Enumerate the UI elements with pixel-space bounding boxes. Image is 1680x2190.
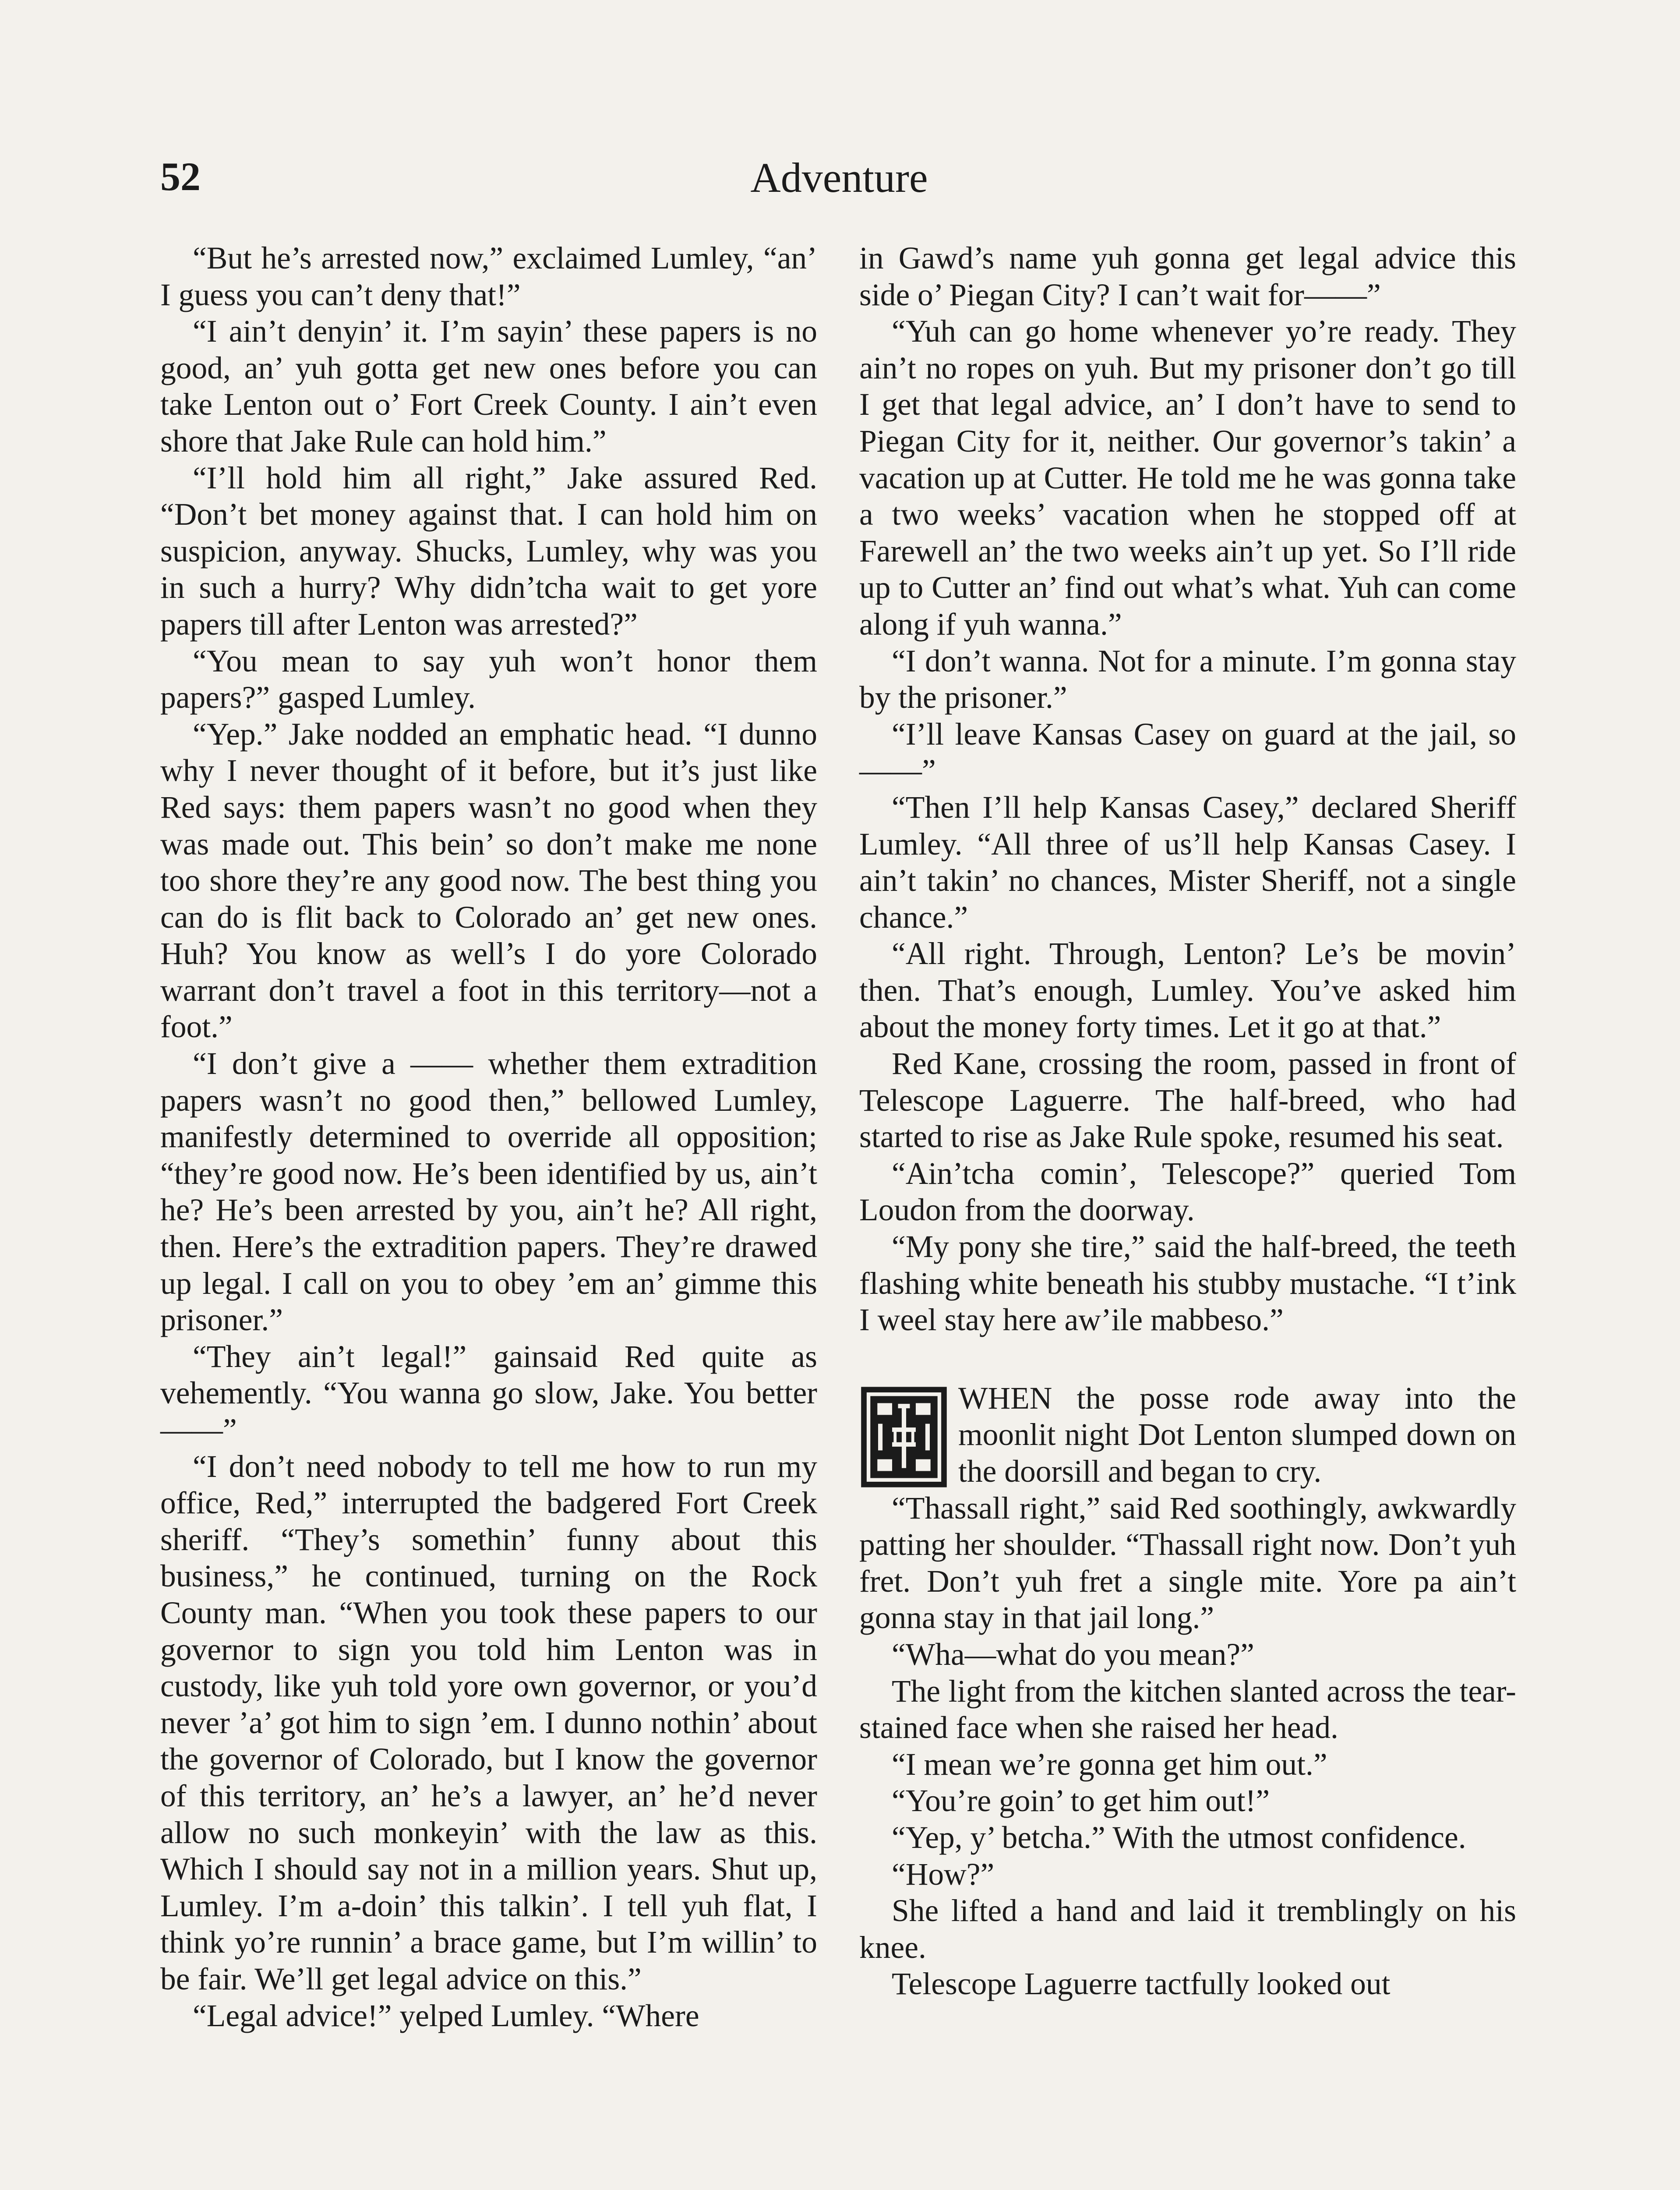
left-column [160, 240, 817, 2034]
paragraph: “I don’t wanna. Not for a minute. I’m gonna stay by the prisoner.” [859, 643, 1516, 715]
paragraph: Telescope Laguerre tactfully looked out [892, 1967, 1391, 2002]
paragraph: “I don’t give a —— whether them extradition papers wasn’t no good then,” bellowed Lumley, manifestly determined to override all opposition; “they’re good now. He’s been identified by us, ain’t he? He’s been arrested by you, ain’t he? All right, then. Here’s the extradition papers. They’re drawed up legal. I call on you to obey ’em an’ gimme this prisoner.” [160, 1046, 817, 1338]
paragraph: “Legal advice!” yelped Lumley. “Where [193, 1998, 699, 2033]
continued-paragraph: in Gawd’s name yuh gonna get legal advice this side o’ Piegan City? I can’t wait for——” [859, 241, 1516, 312]
paragraph: “You’re goin’ to get him out!” [892, 1784, 1270, 1819]
right-column [859, 240, 1516, 2003]
paragraph: “Yuh can go home whenever yo’re ready. They ain’t no ropes on yuh. But my prisoner don’t go till I get that legal advice, an’ I don’t have to send to Piegan City for it, neither. Our governor’s takin’ a vacation up at Cutter. He told me he was gonna take a two weeks’ vacation when he stopped off at Farewell an’ the two weeks ain’t up yet. So I’ll ride up to Cutter an’ find out what’s what. Yuh can come along if yuh wanna.” [859, 314, 1516, 642]
paragraph: The light from the kitchen slanted across the tear-stained face when she raised her head. [859, 1674, 1516, 1745]
paragraph: “Yep.” Jake nodded an emphatic head. “I dunno why I never thought of it before, but it’s just like Red says: them papers wasn’t no good when they was made out. This bein’ so don’t make me none too shore they’re any good now. The best thing you can do is flit back to Colorado an’ get new ones. Huh? You know as well’s I do yore Colorado warrant don’t travel a foot in this territory—not a foot.” [160, 717, 817, 1045]
paragraph: “My pony she tire,” said the half-breed, the teeth flashing white beneath his stubby mustache. “I t’ink I weel stay here aw’ile mabbeso.” [859, 1229, 1516, 1338]
paragraph: “I mean we’re gonna get him out.” [892, 1747, 1327, 1782]
paragraph: “I’ll hold him all right,” Jake assured Red. “Don’t bet money against that. I can hold him on suspicion, anyway. Shucks, Lumley, why was you in such a hurry? Why didn’tcha wait to get yore papers till after Lenton was arrested?” [160, 460, 817, 642]
paragraph: “All right. Through, Lenton? Le’s be movin’ then. That’s enough, Lumley. You’ve asked him about the money forty times. Let it go at that.” [859, 936, 1516, 1045]
paragraph: “They ain’t legal!” gainsaid Red quite as vehemently. “You wanna go slow, Jake. You better——” [160, 1339, 817, 1447]
section-break [859, 1339, 1516, 1380]
paragraph: “Ain’tcha comin’, Telescope?” queried Tom Loudon from the doorway. [859, 1156, 1516, 1228]
page-header [160, 145, 1518, 206]
paragraph: “You mean to say yuh won’t honor them papers?” gasped Lumley. [160, 643, 817, 715]
section-opening-paragraph [859, 1380, 1516, 1490]
paragraph: Red Kane, crossing the room, passed in front of Telescope Laguerre. The half-breed, who had started to rise as Jake Rule spoke, resumed his seat. [859, 1046, 1516, 1155]
paragraph: “I ain’t denyin’ it. I’m sayin’ these papers is no good, an’ yuh gotta get new ones before you can take Lenton out o’ Fort Creek County. I ain’t even shore that Jake Rule can hold him.” [160, 314, 817, 459]
paragraph: “I don’t need nobody to tell me how to run my office, Red,” interrupted the badgered Fort Creek sheriff. “They’s somethin’ funny about this business,” he continued, turning on the Rock County man. “When you took these papers to our governor to sign you told him Lenton was in custody, like yuh told yore own governor, or you’d never ’a’ got him to sign ’em. I dunno nothin’ about the governor of Colorado, but I know the governor of this territory, an’ he’s a lawyer, an’ he’d never allow no such monkeyin’ with the law as this. Which I should say not in a million years. Shut up, Lumley. I’m a-doin’ this talkin’. I tell yuh flat, I think yo’re runnin’ a brace game, but I’m willin’ to be fair. We’ll get legal advice on this.” [160, 1449, 817, 1996]
running-head: Adventure [750, 154, 928, 201]
paragraph: She lifted a hand and laid it tremblingly on his knee. [859, 1893, 1516, 1965]
paragraph: “I’ll leave Kansas Casey on guard at the jail, so——” [859, 717, 1516, 788]
paragraph: “Then I’ll help Kansas Casey,” declared Sheriff Lumley. “All three of us’ll help Kansas Casey. I ain’t takin’ no chances, Mister Sheriff, not a single chance.” [859, 790, 1516, 935]
ornamental-initial-icon [859, 1385, 949, 1489]
paragraph: “Thassall right,” said Red soothingly, awkwardly patting her shoulder. “Thassall right now. Don’t yuh fret. Don’t yuh fret a single mite. Yore pa ain’t gonna stay in that jail long.” [859, 1491, 1516, 1635]
paragraph: “But he’s arrested now,” exclaimed Lumley, “an’ I guess you can’t deny that!” [160, 241, 817, 312]
section-opening-text: WHEN the posse rode away into the moonlit night Dot Lenton slumped down on the doorsill and began to cry. [958, 1381, 1516, 1489]
paragraph: “Wha—what do you mean?” [892, 1637, 1254, 1672]
paragraph: “Yep, y’ betcha.” With the utmost confidence. [892, 1820, 1466, 1855]
paragraph: “How?” [892, 1857, 995, 1892]
page-number: 52 [160, 154, 201, 199]
